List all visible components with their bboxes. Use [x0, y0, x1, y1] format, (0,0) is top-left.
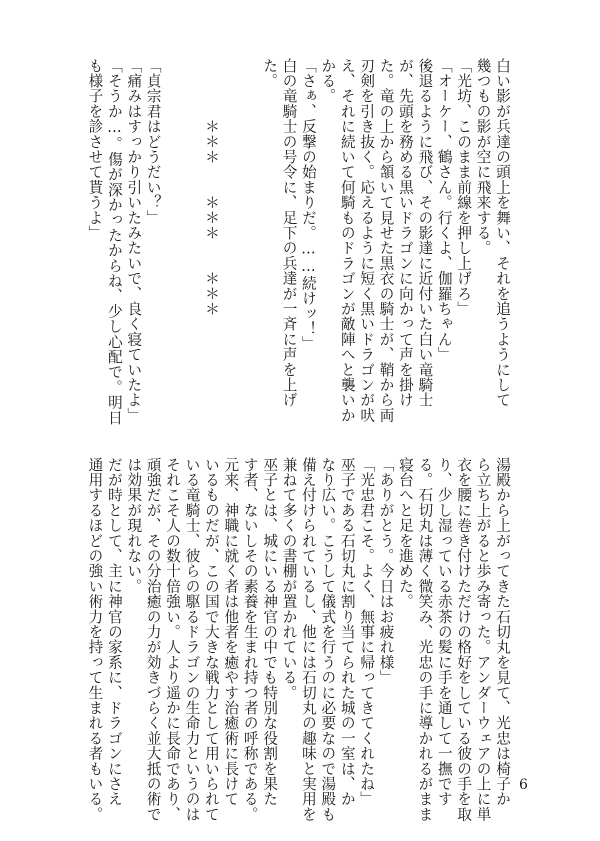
text-line: 元来、神職に就く者は他者を癒やす治癒術に長けて — [222, 457, 240, 807]
text-line: なり広い。こうして儀式を行うのに必要なので湯殿も — [319, 457, 337, 822]
text-line: が、先頭を務める黒いドラゴンに向かって声を掛け — [396, 58, 414, 408]
text-line: 巫子である石切丸に割り当てられた城の一室は、か — [338, 457, 356, 807]
text-line: 幾つもの影が空に飛来する。 — [474, 58, 492, 256]
text-line: いるものだが、この国で大きな戦力として用いられて — [202, 457, 220, 822]
text-line: 白の竜騎士の号令に、足下の兵達が一斉に声を上げ — [280, 58, 298, 408]
text-line: 白い影が兵達の頭上を舞い、それを追うようにして — [494, 58, 511, 408]
text-line: 寝台へと足を進めた。 — [396, 457, 414, 609]
text-line: だが時として、主に神官の家系に、ドラゴンにさえ — [105, 457, 123, 807]
text-line: 巫子とは、城にいる神官の中でも特別な役割を果た — [261, 457, 279, 807]
text-line: ら立ち上がると歩み寄った。アンダーウェアの上に単 — [474, 457, 492, 822]
text-line: それこそ人の数十倍強い。人より遥かに長命であり、 — [164, 457, 182, 822]
text-line: 刃剣を引き抜く。応えるように短く黒いドラゴンが吠 — [358, 58, 376, 423]
page-number: 6 — [519, 777, 528, 793]
text-line: かる。 — [319, 58, 337, 104]
text-line: 「オーケー、鶴さん。行くよ、伽羅ちゃん」 — [435, 58, 453, 362]
text-line: る。石切丸は薄く微笑み、光忠の手に導かれるがまま — [416, 457, 434, 822]
text-line: 衣を腰に巻き付けただけの格好をしている彼の手を取 — [455, 457, 473, 822]
text-line: り、少し湿っている赤茶の髪に手を通して一撫です — [435, 457, 453, 807]
lower-text-block — [85, 457, 512, 822]
text-line: いる竜騎士、彼らの駆るドラゴンの生命力というのは — [183, 457, 201, 822]
text-line: も様子を診させて貰うよ」 — [86, 58, 104, 241]
text-line: 「光坊、このまま前線を押し上げろ」 — [455, 58, 473, 317]
text-line: 「痛みはすっかり引いたみたいで、良く寝ていたよ」 — [125, 58, 143, 423]
text-line: 湯殿から上がってきた石切丸を見て、光忠は椅子か — [494, 457, 511, 807]
text-line: 「貞宗君はどうだい？」 — [144, 58, 162, 226]
text-line: 「ありがとう。今日はお疲れ様」 — [377, 457, 395, 685]
text-line: 「光忠君こそ。よく、無事に帰ってきてくれたね」 — [358, 457, 376, 807]
scene-break: ＊＊＊ ＊＊＊ ＊＊＊ — [202, 58, 220, 317]
text-line: は効果が現れない。 — [125, 457, 143, 594]
text-line: 備え付けられているし、他には石切丸の趣味と実用を — [299, 457, 317, 822]
text-line: 兼ねて多くの書棚が置かれている。 — [280, 457, 298, 701]
upper-text-block — [85, 58, 512, 426]
text-line: 「さぁ、反撃の始まりだ。……続けッ！」 — [299, 58, 317, 352]
text-line: 通用するほどの強い術力を持って生まれる者もいる。 — [86, 457, 104, 822]
blank-line — [163, 58, 182, 403]
text-line: た。竜の上から頷いて見せた黒衣の騎士が、鞘から両 — [377, 58, 395, 423]
text-line: 後退るように飛び、その影達に近付いた白い竜騎士 — [416, 58, 434, 408]
text-line: た。 — [261, 58, 279, 89]
text-line: 「そうか…。傷が深かったからね、少し心配で。明日 — [105, 58, 123, 426]
blank-line — [240, 58, 259, 403]
text-line: え、それに続いて何騎ものドラゴンが敵陣へと襲いか — [338, 58, 356, 423]
blank-line — [221, 58, 240, 403]
text-line: 頑強だが、その分治癒の力が効きづらく並大抵の術で — [144, 457, 162, 822]
text-line: す者、ないしその素養を生まれ持つ者の呼称である。 — [241, 457, 259, 822]
blank-line — [182, 58, 201, 403]
